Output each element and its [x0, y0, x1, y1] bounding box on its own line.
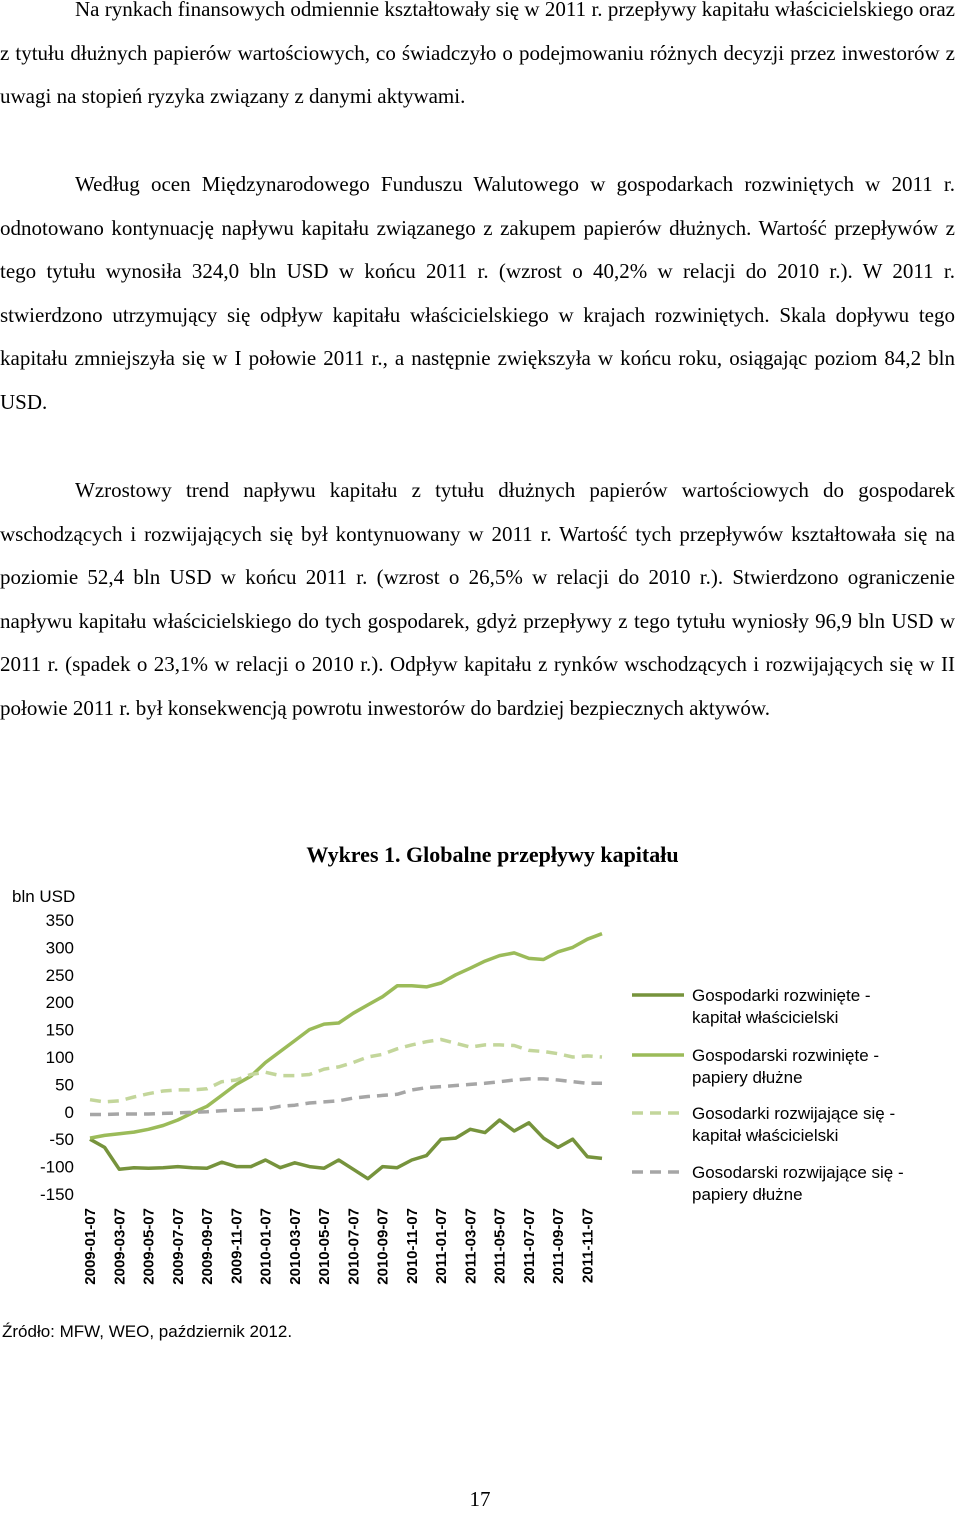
- source-note: Źródło: MFW, WEO, październik 2012.: [2, 1322, 293, 1341]
- y-tick-label: -50: [49, 1130, 74, 1150]
- x-tick-label: 2009-07-07: [169, 1208, 187, 1285]
- y-tick-label: 250: [45, 965, 74, 985]
- x-tick-label: 2010-03-07: [286, 1208, 304, 1285]
- x-tick-label: 2009-05-07: [140, 1208, 158, 1285]
- series-line-2: [90, 934, 602, 1138]
- legend-label: papiery dłużne: [692, 1185, 803, 1204]
- x-tick-label: 2010-09-07: [374, 1208, 392, 1285]
- chart-title: Wykres 1. Globalne przepływy kapitału: [306, 842, 679, 867]
- paragraph-1: Na rynkach finansowych odmiennie kształtowały się w 2011 r. przepływy kapitału właścicielskiego oraz z tytułu dłużnych papierów wartościowych, co świadczyło o podejmowaniu różnych decyzji przez inwestorów z uwagi na stopień ryzyka związany z danymi aktywami.: [0, 0, 955, 109]
- legend-label: Gosodarki rozwijające się -: [692, 1104, 896, 1123]
- chart-series: [90, 934, 602, 1179]
- x-tick-label: 2010-07-07: [345, 1208, 363, 1285]
- x-tick-label: 2010-05-07: [316, 1208, 334, 1285]
- legend-label: papiery dłużne: [692, 1068, 803, 1087]
- x-tick-label: 2010-01-07: [257, 1208, 275, 1285]
- y-tick-label: 150: [45, 1020, 74, 1040]
- y-tick-label: 350: [45, 911, 74, 930]
- chart-legend: [632, 986, 904, 1204]
- x-tick-label: 2011-01-07: [433, 1208, 451, 1284]
- x-tick-label: 2010-11-07: [403, 1208, 421, 1284]
- x-tick-label: 2011-03-07: [462, 1208, 480, 1284]
- series-line-1: [90, 1120, 602, 1179]
- series-line-3: [90, 1040, 602, 1102]
- legend-label: Gospodarski rozwinięte -: [692, 1046, 880, 1065]
- y-tick-label: 200: [45, 993, 74, 1013]
- page-number: 17: [469, 1487, 491, 1511]
- y-tick-label: 0: [64, 1102, 74, 1122]
- y-tick-label: 50: [55, 1075, 74, 1095]
- y-tick-label: 100: [45, 1048, 74, 1067]
- x-tick-label: 2011-09-07: [550, 1208, 568, 1284]
- capital-flows-chart: [0, 878, 960, 1318]
- x-tick-label: 2009-01-07: [82, 1208, 99, 1285]
- legend-label: Gosodarski rozwijające się -: [692, 1163, 904, 1182]
- x-tick-label: 2009-09-07: [199, 1208, 217, 1285]
- x-tick-label: 2011-11-07: [579, 1208, 597, 1284]
- x-tick-label: 2009-03-07: [111, 1208, 129, 1285]
- y-axis-label: bln USD: [12, 887, 76, 906]
- legend-label: kapitał właścicielski: [692, 1008, 839, 1027]
- x-tick-label: 2011-07-07: [520, 1208, 538, 1284]
- x-tick-label: 2009-11-07: [228, 1208, 246, 1284]
- y-axis: [12, 887, 75, 1204]
- legend-label: kapitał właścicielski: [692, 1126, 839, 1145]
- paragraph-2: Według ocen Międzynarodowego Funduszu Walutowego w gospodarkach rozwiniętych w 2011 r. odnotowano kontynuację napływu kapitału związanego z zakupem papierów dłużnych. Wartość przepływów z tego tytułu wynosiła 324,0 bln USD w końcu 2011 r. (wzrost o 40,2% w relacji do 2010 r.). W 2011 r. stwierdzono utrzymujący się odpływ kapitału właścicielskiego w krajach rozwiniętych. Skala dopływu tego kapitału zmniejszyła się w I połowie 2011 r., a następnie zwiększyła w końcu roku, osiągając poziom 84,2 bln USD.: [0, 172, 955, 414]
- series-line-4: [90, 1079, 602, 1115]
- legend-label: Gospodarki rozwinięte -: [692, 986, 871, 1005]
- paragraph-3: Wzrostowy trend napływu kapitału z tytułu dłużnych papierów wartościowych do gospodarek wschodzących i rozwijających się był kontynuowany w 2011 r. Wartość tych przepływów kształtowała się na poziomie 52,4 bln USD w końcu 2011 r. (wzrost o 26,5% w relacji do 2010 r.). Stwierdzono ograniczenie napływu kapitału właścicielskiego do tych gospodarek, gdyż przepływy z tego tytułu wyniosły 96,9 bln USD w 2011 r. (spadek o 23,1% w relacji o 2010 r.). Odpływ kapitału z rynków wschodzących i rozwijających się w II połowie 2011 r. był konsekwencją powrotu inwestorów do bardziej bezpiecznych aktywów.: [0, 478, 955, 720]
- x-axis: [82, 1208, 596, 1285]
- y-tick-label: 300: [45, 938, 74, 958]
- y-tick-label: -100: [39, 1157, 74, 1177]
- y-tick-label: -150: [39, 1185, 74, 1204]
- x-tick-label: 2011-05-07: [491, 1208, 509, 1284]
